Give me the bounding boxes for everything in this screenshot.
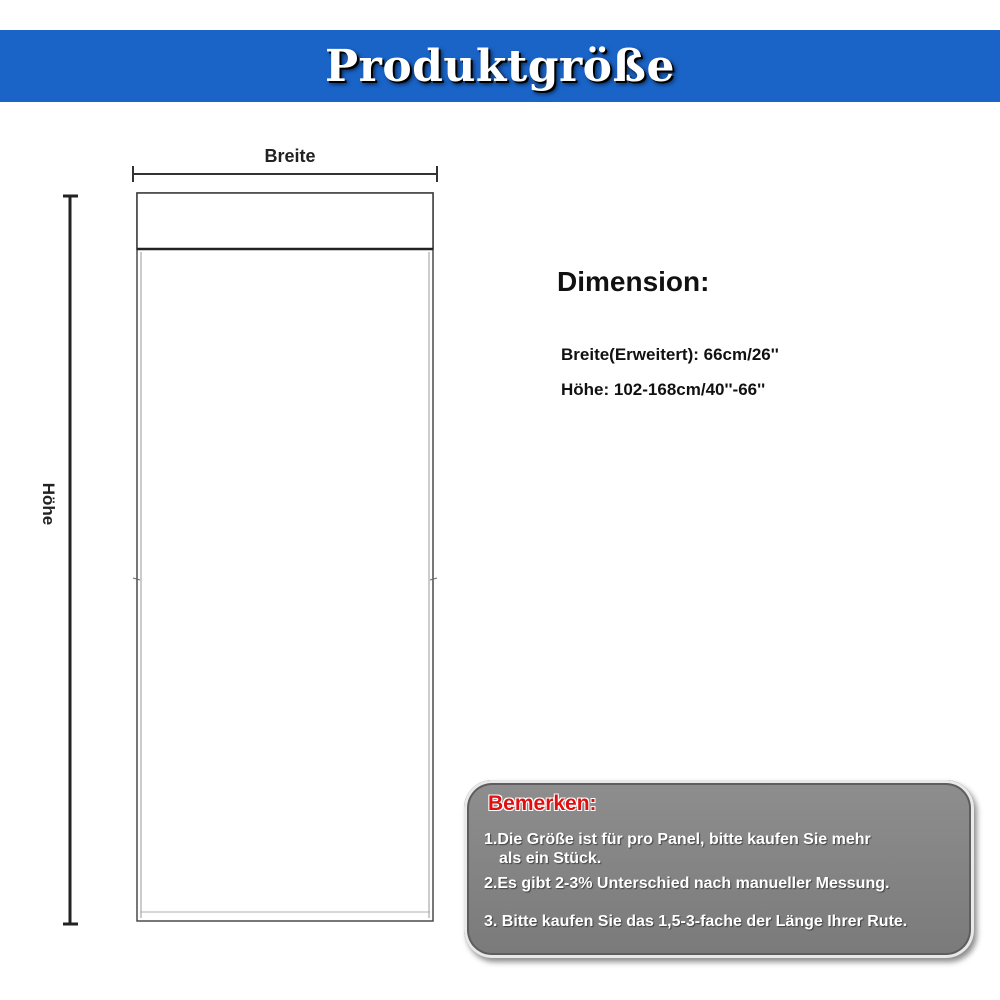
note-1-line-2: als ein Stück. [499, 850, 602, 867]
note-1-line-1: 1.Die Größe ist für pro Panel, bitte kaufen Sie mehr [484, 831, 871, 848]
page-title: Produktgröße [325, 40, 675, 92]
curtain-header [137, 193, 433, 249]
height-dimension-line [63, 196, 78, 924]
notes-title: Bemerken: [488, 792, 597, 815]
note-item-1 [484, 830, 954, 868]
note-item-2: 2.Es gibt 2-3% Unterschied nach manueller Messung. [484, 875, 890, 892]
dimension-title: Dimension: [557, 266, 710, 297]
width-label: Breite [264, 146, 316, 166]
height-spec: Höhe: 102-168cm/40''-66'' [561, 380, 766, 399]
note-item-3: 3. Bitte kaufen Sie das 1,5-3-fache der Länge Ihrer Rute. [484, 913, 908, 930]
width-spec: Breite(Erweitert): 66cm/26'' [561, 345, 779, 364]
curtain-panel [133, 193, 437, 921]
notes-box [464, 780, 974, 958]
height-label: Höhe [39, 482, 58, 526]
width-dimension-line [133, 166, 437, 182]
